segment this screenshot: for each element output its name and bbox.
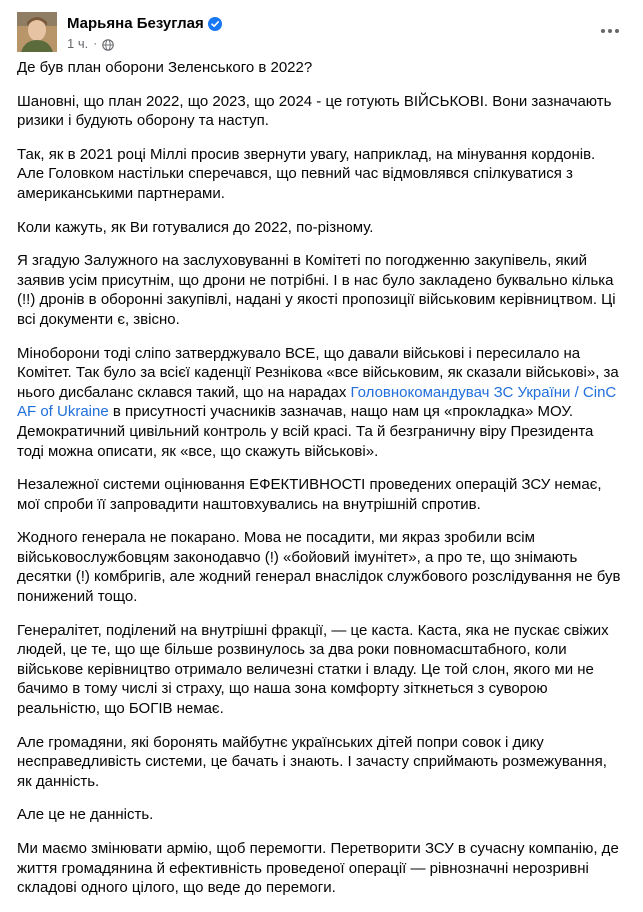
post-paragraph: Коли кажуть, як Ви готувалися до 2022, по-різному. (17, 218, 374, 236)
author-line (67, 14, 222, 33)
post-timestamp[interactable]: 1 ч. (67, 36, 89, 51)
post-paragraph: Жодного генерала не покарано. Мова не посадити, ми якраз зробили всім військовослужбовцям законодавчо (!) «бойовий імунітет», а про те, що знімають десятки (!) комбригів, але жодний генерал внаслідок службового розслідування не був понижений тощо. (17, 529, 621, 606)
post-meta (67, 35, 222, 52)
post-paragraph (17, 344, 621, 462)
post-paragraph: Де був план оборони Зеленського в 2022? (17, 59, 313, 76)
paragraph-text: Міноборони тоді сліпо затверджувало ВСЕ, що давали військові і пересилало на Комітет. Так було за всієї каденції Резнікова «все військовим, як сказали військові», за нього дисбаланс склався такий, що на нарадах (17, 344, 619, 401)
post-paragraph: Генералітет, поділений на внутрішні фракції, — це каста. Каста, яка не пускає свіжих людей, це те, що ще більше розвинулось за два роки повномасштабного, коли військове керівництво отримало величезні статки і владу. Це той слон, якого ми не бачимо в тому числі зі страху, що наша зона комфорту зіткнеться з суворою реальністю, що БОГІВ немає. (17, 621, 609, 718)
page-mention-link[interactable]: Головнокомандувач ЗС України / CinC AF of Ukraine (17, 383, 617, 421)
verified-badge-icon (208, 17, 222, 31)
post-paragraph: Але це не данність. (17, 806, 154, 824)
paragraph-text: в присутності учасників зазначав, нащо нам ця «прокладка» МОУ. Демократичний цивільний контроль у всій красі. Та й безграничну віру Президента тоді можна описати, як «все, що скажуть військові». (17, 403, 594, 460)
globe-icon[interactable] (102, 38, 114, 50)
post-paragraph: Шановні, що план 2022, що 2023, що 2024 - це готують ВІЙСЬКОВІ. Вони зазначають ризики і будують оборону та наступ. (17, 92, 612, 130)
post-header (17, 12, 627, 56)
author-block (67, 14, 222, 52)
avatar[interactable] (17, 12, 57, 52)
meta-separator: · (93, 36, 98, 50)
avatar-image (17, 12, 57, 52)
post-paragraph: Незалежної системи оцінювання ЕФЕКТИВНОСТІ проведених операцій ЗСУ немає, мої спроби її запровадити наштовхувались на внутрішній спротив. (17, 476, 602, 513)
post-paragraph: Так, як в 2021 році Міллі просив звернути увагу, наприклад, на мінування кордонів. Але Головком настільки сперечався, що певний час відмовлявся спілкуватися з американськими партнерами. (17, 145, 596, 202)
post-paragraph: Але громадяни, які боронять майбутнє українських дітей попри совок і дику несправедливість системи, це бачать і знають. І зачасту сприймають розмежування, як данність. (17, 733, 607, 790)
post-paragraph: Я згадую Залужного на заслуховуванні в Комітеті по погодженню закупівель, який заявив усім присутнім, що дрони не потрібні. І в нас було закладено буквально кілька (!!) дронів в оборонні закупівлі, надані у якості пропозиції військовим керівництвом. Ці всі документи є, звісно. (17, 252, 616, 328)
post-paragraph: Ми маємо змінювати армію, щоб перемогти. Перетворити ЗСУ в сучасну компанію, де життя громадянина й ефективність проведеної операції — рівнозначні нерозривні складові одного цілого, що веде до перемоги. (17, 840, 619, 897)
author-name[interactable]: Марьяна Безуглая (67, 15, 204, 32)
post-text (17, 58, 621, 912)
more-options-icon[interactable] (593, 16, 627, 46)
